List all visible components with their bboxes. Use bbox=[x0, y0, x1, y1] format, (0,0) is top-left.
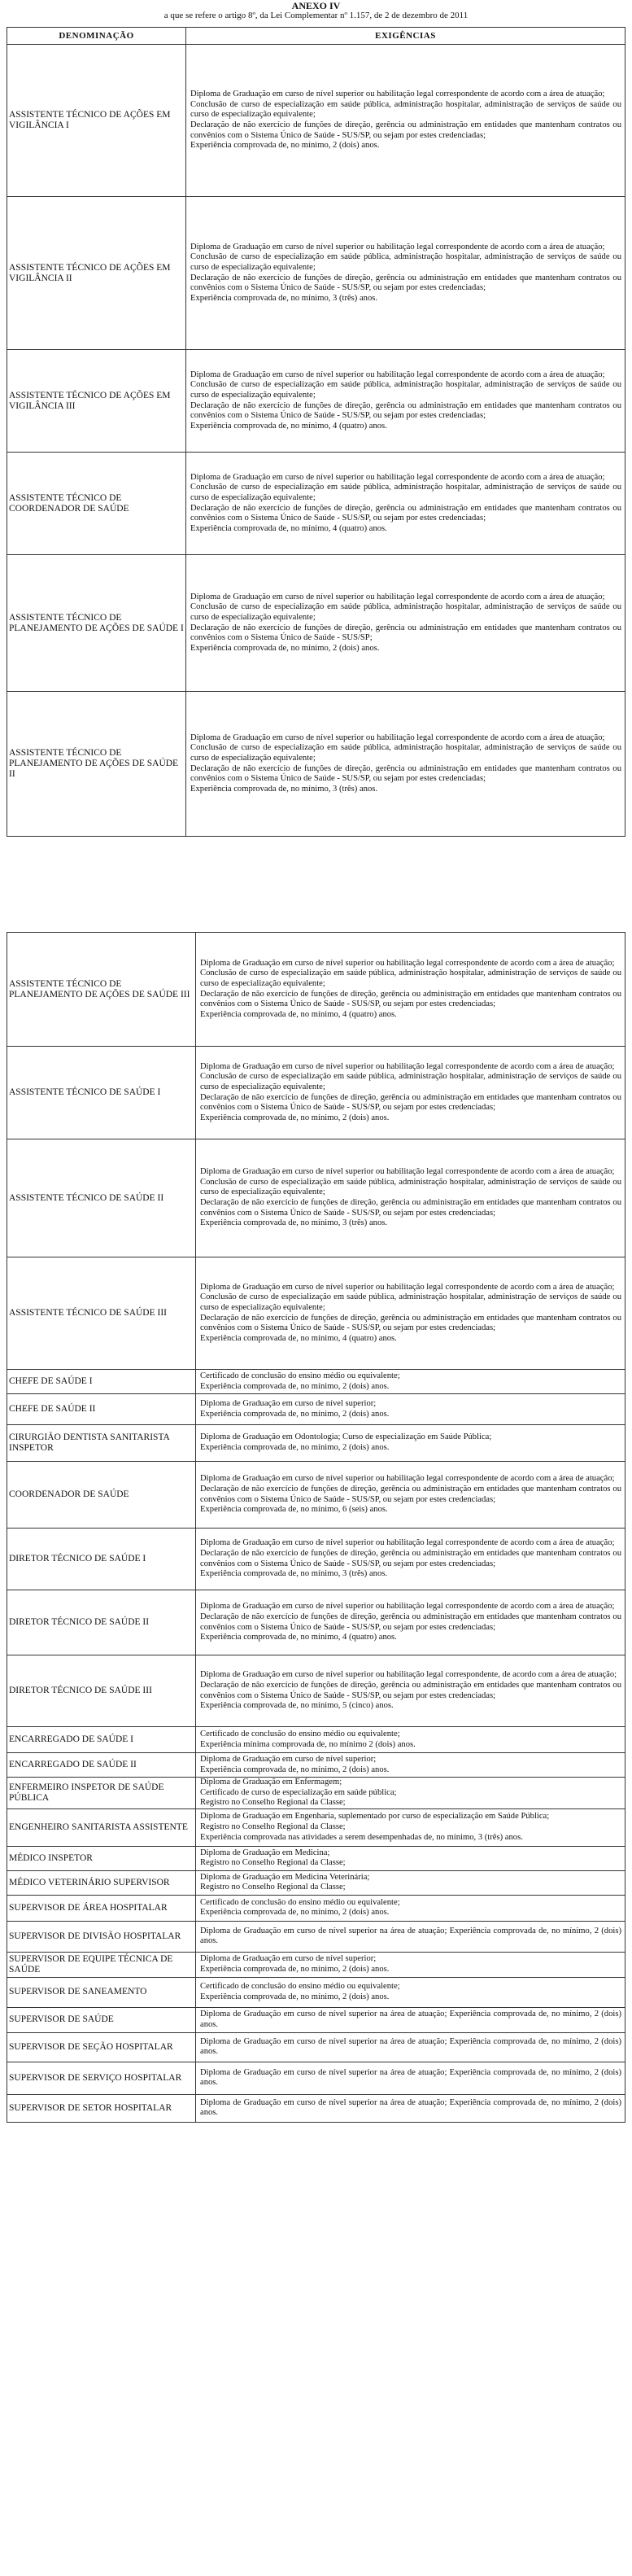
table-row bbox=[7, 555, 625, 692]
requirement-line: Experiência comprovada de, no mínimo, 2 (dois) anos. bbox=[190, 141, 380, 151]
position-requirements bbox=[196, 2062, 625, 2094]
position-name: ENCARREGADO DE SAÚDE II bbox=[7, 1753, 196, 1778]
table-row bbox=[7, 1753, 625, 1778]
position-name: SUPERVISOR DE EQUIPE TÉCNICA DE SAÚDE bbox=[7, 1952, 196, 1977]
table-row bbox=[7, 2032, 625, 2062]
table-row bbox=[7, 1394, 625, 1425]
requirement-line: Registro no Conselho Regional da Classe; bbox=[200, 1858, 346, 1868]
position-requirements bbox=[196, 2007, 625, 2032]
table-row bbox=[7, 1257, 625, 1370]
position-name: DIRETOR TÉCNICO DE SAÚDE II bbox=[7, 1590, 196, 1655]
requirement-line: Declaração de não exercício de funções de direção, gerência ou administração em entidades que mantenham contratos ou convênios com o Sistema Único de Saúde - SUS/SP, ou sejam por estes credenciadas; bbox=[200, 1198, 621, 1218]
position-requirements bbox=[196, 1921, 625, 1952]
requirement-line: Conclusão de curso de especialização em saúde pública, administração hospitalar, administração de serviços de saúde ou curso de especialização equivalente; bbox=[190, 483, 621, 502]
position-name: CIRURGIÃO DENTISTA SANITARISTA INSPETOR bbox=[7, 1425, 196, 1462]
requirement-line: Declaração de não exercício de funções de direção, gerência ou administração em entidades que mantenham contratos ou convênios com o Sistema Único de Saúde - SUS/SP, ou sejam por estes credenciadas; bbox=[200, 1680, 621, 1700]
position-requirements bbox=[196, 1047, 625, 1139]
requirement-line: Diploma de Graduação em curso de nível superior na área de atuação; Experiência comprovada de, no mínimo, 2 (dois) anos. bbox=[200, 2036, 621, 2057]
requirement-line: Conclusão de curso de especialização em saúde pública, administração hospitalar, administração de serviços de saúde ou curso de especialização equivalente; bbox=[190, 252, 621, 272]
position-name: ASSISTENTE TÉCNICO DE PLANEJAMENTO DE AÇÕES DE SAÚDE I bbox=[7, 555, 186, 692]
requirement-line: Registro no Conselho Regional da Classe; bbox=[200, 1883, 346, 1892]
table-row bbox=[7, 1462, 625, 1529]
table-row bbox=[7, 2094, 625, 2122]
table-row bbox=[7, 1370, 625, 1394]
table-row bbox=[7, 1655, 625, 1727]
table-row bbox=[7, 933, 625, 1047]
position-name: ASSISTENTE TÉCNICO DE AÇÕES EM VIGILÂNCIA III bbox=[7, 350, 186, 453]
position-requirements bbox=[196, 1655, 625, 1727]
requirements-table-page-1 bbox=[7, 27, 625, 837]
document-header bbox=[0, 0, 632, 21]
requirement-line: Experiência comprovada de, no mínimo, 2 (dois) anos. bbox=[200, 1765, 390, 1774]
requirement-line: Certificado de conclusão do ensino médio ou equivalente; bbox=[200, 1371, 400, 1380]
position-name: SUPERVISOR DE SEÇÃO HOSPITALAR bbox=[7, 2032, 196, 2062]
requirement-line: Declaração de não exercício de funções de direção, gerência ou administração em entidades que mantenham contratos ou convênios com o Sistema Único de Saúde - SUS/SP, ou sejam por estes credenciadas; bbox=[200, 989, 621, 1009]
position-requirements bbox=[196, 1425, 625, 1462]
requirement-line: Certificado de conclusão do ensino médio ou equivalente; bbox=[200, 1729, 400, 1738]
annex-subtitle: a que se refere o artigo 8º, da Lei Complementar nº 1.157, de 2 de dezembro de 2011 bbox=[163, 11, 469, 20]
position-requirements bbox=[196, 1394, 625, 1425]
position-requirements bbox=[186, 350, 625, 453]
position-requirements bbox=[196, 1808, 625, 1846]
requirement-line: Diploma de Graduação em curso de nível superior na área de atuação; Experiência comprovada de, no mínimo, 2 (dois) anos. bbox=[200, 2067, 621, 2088]
position-name: SUPERVISOR DE SERVIÇO HOSPITALAR bbox=[7, 2062, 196, 2094]
position-name: ENCARREGADO DE SAÚDE I bbox=[7, 1727, 196, 1753]
requirement-line: Diploma de Graduação em curso de nível superior; bbox=[200, 1954, 377, 1964]
requirement-line: Experiência comprovada de, no mínimo, 2 (dois) anos. bbox=[200, 1908, 390, 1918]
requirement-line: Diploma de Graduação em curso de nível superior ou habilitação legal correspondente de acordo com a área de atuação; bbox=[200, 1061, 615, 1071]
position-name: ENFERMEIRO INSPETOR DE SAÚDE PÚBLICA bbox=[7, 1778, 196, 1809]
position-name: SUPERVISOR DE DIVISÃO HOSPITALAR bbox=[7, 1921, 196, 1952]
requirement-line: Diploma de Graduação em Engenharia, suplementado por curso de especialização em Saúde Pública; bbox=[200, 1812, 550, 1822]
requirement-line: Declaração de não exercício de funções de direção, gerência ou administração em entidades que mantenham contratos ou convênios com o Sistema Único de Saúde - SUS/SP, ou sejam por estes credenciadas; bbox=[200, 1612, 621, 1632]
requirement-line: Diploma de Graduação em curso de nível superior ou habilitação legal correspondente de acordo com a área de atuação; bbox=[200, 1538, 615, 1548]
table-row bbox=[7, 453, 625, 555]
requirement-line: Declaração de não exercício de funções de direção, gerência ou administração em entidades que mantenham contratos ou convênios com o Sistema Único de Saúde - SUS/SP; bbox=[190, 623, 621, 643]
requirement-line: Conclusão de curso de especialização em saúde pública, administração hospitalar, administração de serviços de saúde ou curso de especialização equivalente; bbox=[190, 743, 621, 763]
position-name: CHEFE DE SAÚDE II bbox=[7, 1394, 196, 1425]
position-name: MÉDICO VETERINÁRIO SUPERVISOR bbox=[7, 1870, 196, 1895]
position-name: CHEFE DE SAÚDE I bbox=[7, 1370, 196, 1394]
table-row bbox=[7, 1870, 625, 1895]
requirement-line: Experiência comprovada de, no mínimo, 2 (dois) anos. bbox=[200, 1381, 390, 1391]
position-requirements bbox=[196, 1257, 625, 1370]
requirement-line: Certificado de conclusão do ensino médio ou equivalente; bbox=[200, 1897, 400, 1907]
requirement-line: Diploma de Graduação em Enfermagem; bbox=[200, 1778, 342, 1787]
position-requirements bbox=[196, 1977, 625, 2007]
requirement-line: Declaração de não exercício de funções de direção, gerência ou administração em entidades que mantenham contratos ou convênios com o Sistema Único de Saúde - SUS/SP, ou sejam por estes credenciadas; bbox=[200, 1484, 621, 1504]
table-row bbox=[7, 1047, 625, 1139]
requirement-line: Experiência comprovada de, no mínimo, 6 (seis) anos. bbox=[200, 1505, 388, 1515]
requirement-line: Experiência comprovada de, no mínimo, 4 (quatro) anos. bbox=[200, 1633, 397, 1642]
requirement-line: Declaração de não exercício de funções de direção, gerência ou administração em entidades que mantenham contratos ou convênios com o Sistema Único de Saúde - SUS/SP, ou sejam por estes credenciadas; bbox=[200, 1313, 621, 1333]
table-row bbox=[7, 1846, 625, 1870]
requirements-table-page-2 bbox=[7, 932, 625, 2123]
position-name: DIRETOR TÉCNICO DE SAÚDE I bbox=[7, 1529, 196, 1590]
position-requirements bbox=[186, 45, 625, 197]
requirement-line: Experiência comprovada de, no mínimo, 3 (três) anos. bbox=[200, 1218, 388, 1228]
position-requirements bbox=[186, 555, 625, 692]
column-header-requirements: EXIGÊNCIAS bbox=[186, 28, 625, 45]
requirement-line: Experiência comprovada de, no mínimo, 2 (dois) anos. bbox=[200, 1409, 390, 1419]
annex-title: ANEXO IV bbox=[291, 0, 341, 11]
requirement-line: Declaração de não exercício de funções de direção, gerência ou administração em entidades que mantenham contratos ou convênios com o Sistema Único de Saúde - SUS/SP, ou sejam por estes credenciadas; bbox=[200, 1092, 621, 1113]
requirement-line: Experiência comprovada de, no mínimo, 4 (quatro) anos. bbox=[200, 1009, 397, 1019]
requirement-line: Experiência comprovada de, no mínimo, 3 (três) anos. bbox=[200, 1569, 388, 1579]
requirement-line: Experiência mínima comprovada de, no mínimo 2 (dois) anos. bbox=[200, 1739, 416, 1749]
requirement-line: Diploma de Graduação em curso de nível superior ou habilitação legal correspondente de acordo com a área de atuação; bbox=[190, 370, 605, 379]
requirement-line: Diploma de Graduação em curso de nível superior na área de atuação; Experiência comprovada de, no mínimo, 2 (dois) anos. bbox=[200, 2097, 621, 2118]
position-name: MÉDICO INSPETOR bbox=[7, 1846, 196, 1870]
position-requirements bbox=[196, 1753, 625, 1778]
requirement-line: Diploma de Graduação em curso de nível superior; bbox=[200, 1398, 377, 1408]
table-row bbox=[7, 1952, 625, 1977]
position-requirements bbox=[186, 197, 625, 350]
requirement-line: Diploma de Graduação em curso de nível superior ou habilitação legal correspondente de acordo com a área de atuação; bbox=[190, 733, 605, 742]
position-requirements bbox=[196, 1895, 625, 1921]
requirement-line: Diploma de Graduação em curso de nível superior ou habilitação legal correspondente de acordo com a área de atuação; bbox=[200, 1167, 615, 1177]
requirement-line: Conclusão de curso de especialização em saúde pública, administração hospitalar, administração de serviços de saúde ou curso de especialização equivalente; bbox=[200, 1177, 621, 1197]
requirement-line: Registro no Conselho Regional da Classe; bbox=[200, 1822, 346, 1831]
position-requirements bbox=[196, 1870, 625, 1895]
table-row bbox=[7, 1895, 625, 1921]
requirement-line: Diploma de Graduação em curso de nível superior ou habilitação legal correspondente de acordo com a área de atuação; bbox=[200, 1474, 615, 1484]
requirement-line: Diploma de Graduação em curso de nível superior ou habilitação legal correspondente de acordo com a área de atuação; bbox=[200, 1282, 615, 1292]
requirement-line: Diploma de Graduação em curso de nível superior ou habilitação legal correspondente, de acordo com a área de atuação; bbox=[200, 1670, 617, 1680]
requirement-line: Declaração de não exercício de funções de direção, gerência ou administração em entidades que mantenham contratos ou convênios com o Sistema Único de Saúde - SUS/SP, ou sejam por estes credenciadas; bbox=[190, 273, 621, 293]
requirement-line: Declaração de não exercício de funções de direção, gerência ou administração em entidades que mantenham contratos ou convênios com o Sistema Único de Saúde - SUS/SP, ou sejam por estes credenciadas; bbox=[200, 1548, 621, 1568]
requirement-line: Experiência comprovada de, no mínimo, 3 (três) anos. bbox=[190, 293, 378, 303]
requirement-line: Declaração de não exercício de funções de direção, gerência ou administração em entidades que mantenham contratos ou convênios com o Sistema Único de Saúde - SUS/SP, ou sejam por estes credenciadas; bbox=[190, 400, 621, 421]
requirement-line: Diploma de Graduação em curso de nível superior; bbox=[200, 1754, 377, 1764]
table-row bbox=[7, 1425, 625, 1462]
requirement-line: Conclusão de curso de especialização em saúde pública, administração hospitalar, administração de serviços de saúde ou curso de especialização equivalente; bbox=[190, 99, 621, 120]
requirement-line: Diploma de Graduação em curso de nível superior ou habilitação legal correspondente de acordo com a área de atuação; bbox=[190, 90, 605, 99]
position-name: ASSISTENTE TÉCNICO DE SAÚDE III bbox=[7, 1257, 196, 1370]
position-requirements bbox=[186, 692, 625, 837]
requirement-line: Declaração de não exercício de funções de direção, gerência ou administração em entidades que mantenham contratos ou convênios com o Sistema Único de Saúde - SUS/SP, ou sejam por estes credenciadas; bbox=[190, 503, 621, 523]
position-requirements bbox=[196, 2094, 625, 2122]
requirement-line: Diploma de Graduação em Medicina Veterinária; bbox=[200, 1872, 370, 1882]
position-name: SUPERVISOR DE SETOR HOSPITALAR bbox=[7, 2094, 196, 2122]
requirement-line: Conclusão de curso de especialização em saúde pública, administração hospitalar, administração de serviços de saúde ou curso de especialização equivalente; bbox=[200, 1072, 621, 1091]
table-row bbox=[7, 1977, 625, 2007]
requirement-line: Experiência comprovada de, no mínimo, 3 (três) anos. bbox=[190, 784, 378, 794]
position-name: ASSISTENTE TÉCNICO DE PLANEJAMENTO DE AÇÕES DE SAÚDE III bbox=[7, 933, 196, 1047]
position-name: ASSISTENTE TÉCNICO DE SAÚDE I bbox=[7, 1047, 196, 1139]
table-row bbox=[7, 1921, 625, 1952]
table-row bbox=[7, 692, 625, 837]
position-requirements bbox=[196, 1462, 625, 1529]
requirement-line: Diploma de Graduação em curso de nível superior ou habilitação legal correspondente de acordo com a área de atuação; bbox=[190, 242, 605, 251]
requirement-line: Conclusão de curso de especialização em saúde pública, administração hospitalar, administração de serviços de saúde ou curso de especialização equivalente; bbox=[200, 969, 621, 988]
position-requirements bbox=[196, 1529, 625, 1590]
position-requirements bbox=[196, 2032, 625, 2062]
requirement-line: Declaração de não exercício de funções de direção, gerência ou administração em entidades que mantenham contratos ou convênios com o Sistema Único de Saúde - SUS/SP, ou sejam por estes credenciadas; bbox=[190, 763, 621, 784]
table-row bbox=[7, 2007, 625, 2032]
requirement-line: Diploma de Graduação em Odontologia; Curso de especialização em Saúde Pública; bbox=[200, 1432, 492, 1442]
requirement-line: Experiência comprovada de, no mínimo, 4 (quatro) anos. bbox=[190, 421, 387, 431]
position-requirements bbox=[196, 1727, 625, 1753]
table-row bbox=[7, 1778, 625, 1809]
requirement-line: Diploma de Graduação em curso de nível superior ou habilitação legal correspondente de acordo com a área de atuação; bbox=[190, 472, 605, 482]
requirement-line: Diploma de Graduação em curso de nível superior na área de atuação; Experiência comprovada de, no mínimo, 2 (dois) anos. bbox=[200, 1926, 621, 1946]
position-name: ASSISTENTE TÉCNICO DE AÇÕES EM VIGILÂNCIA II bbox=[7, 197, 186, 350]
requirement-line: Declaração de não exercício de funções de direção, gerência ou administração em entidades que mantenham contratos ou convênios com o Sistema Único de Saúde - SUS/SP, ou sejam por estes credenciadas; bbox=[190, 120, 621, 140]
position-name: ASSISTENTE TÉCNICO DE AÇÕES EM VIGILÂNCIA I bbox=[7, 45, 186, 197]
position-name: ENGENHEIRO SANITARISTA ASSISTENTE bbox=[7, 1808, 196, 1846]
table-row bbox=[7, 1590, 625, 1655]
requirement-line: Conclusão de curso de especialização em saúde pública, administração hospitalar, administração de serviços de saúde ou curso de especialização equivalente; bbox=[200, 1292, 621, 1312]
position-requirements bbox=[196, 1952, 625, 1977]
table-row bbox=[7, 350, 625, 453]
table-row bbox=[7, 197, 625, 350]
position-requirements bbox=[196, 1139, 625, 1257]
requirement-line: Experiência comprovada de, no mínimo, 2 (dois) anos. bbox=[190, 643, 380, 653]
requirement-line: Experiência comprovada de, no mínimo, 4 (quatro) anos. bbox=[190, 523, 387, 533]
requirement-line: Experiência comprovada de, no mínimo, 5 (cinco) anos. bbox=[200, 1701, 394, 1711]
position-name: ASSISTENTE TÉCNICO DE COORDENADOR DE SAÚDE bbox=[7, 453, 186, 555]
position-requirements bbox=[196, 1846, 625, 1870]
table-row bbox=[7, 1727, 625, 1753]
position-name: DIRETOR TÉCNICO DE SAÚDE III bbox=[7, 1655, 196, 1727]
requirement-line: Experiência comprovada de, no mínimo, 2 (dois) anos. bbox=[200, 1992, 390, 2001]
table-row bbox=[7, 1529, 625, 1590]
position-name: COORDENADOR DE SAÚDE bbox=[7, 1462, 196, 1529]
requirement-line: Diploma de Graduação em curso de nível superior ou habilitação legal correspondente de acordo com a área de atuação; bbox=[200, 1602, 615, 1612]
table-row bbox=[7, 1139, 625, 1257]
requirement-line: Experiência comprovada nas atividades a serem desempenhadas de, no mínimo, 3 (três) anos. bbox=[200, 1832, 523, 1842]
table-row bbox=[7, 2062, 625, 2094]
position-name: SUPERVISOR DE ÁREA HOSPITALAR bbox=[7, 1895, 196, 1921]
table-row bbox=[7, 45, 625, 197]
requirement-line: Conclusão de curso de especialização em saúde pública, administração hospitalar, administração de serviços de saúde ou curso de especialização equivalente; bbox=[190, 602, 621, 622]
position-name: ASSISTENTE TÉCNICO DE SAÚDE II bbox=[7, 1139, 196, 1257]
position-requirements bbox=[196, 1370, 625, 1394]
position-requirements bbox=[196, 1778, 625, 1809]
requirement-line: Diploma de Graduação em curso de nível superior ou habilitação legal correspondente de acordo com a área de atuação; bbox=[190, 592, 605, 601]
requirement-line: Diploma de Graduação em curso de nível superior ou habilitação legal correspondente de acordo com a área de atuação; bbox=[200, 958, 615, 968]
position-name: ASSISTENTE TÉCNICO DE PLANEJAMENTO DE AÇÕES DE SAÚDE II bbox=[7, 692, 186, 837]
requirement-line: Diploma de Graduação em curso de nível superior na área de atuação; Experiência comprovada de, no mínimo, 2 (dois) anos. bbox=[200, 2010, 621, 2029]
requirement-line: Certificado de conclusão do ensino médio ou equivalente; bbox=[200, 1982, 400, 1992]
position-requirements bbox=[196, 933, 625, 1047]
table-row bbox=[7, 1808, 625, 1846]
requirement-line: Conclusão de curso de especialização em saúde pública, administração hospitalar, administração de serviços de saúde ou curso de especialização equivalente; bbox=[190, 380, 621, 400]
position-name: SUPERVISOR DE SAÚDE bbox=[7, 2007, 196, 2032]
position-name: SUPERVISOR DE SANEAMENTO bbox=[7, 1977, 196, 2007]
requirement-line: Experiência comprovada de, no mínimo, 2 (dois) anos. bbox=[200, 1964, 390, 1974]
position-requirements bbox=[196, 1590, 625, 1655]
requirement-line: Registro no Conselho Regional da Classe; bbox=[200, 1798, 346, 1808]
requirement-line: Certificado de curso de especialização em saúde pública; bbox=[200, 1787, 397, 1797]
requirement-line: Experiência comprovada de, no mínimo, 2 (dois) anos. bbox=[200, 1113, 390, 1122]
table-header-row bbox=[7, 28, 625, 45]
requirement-line: Experiência comprovada de, no mínimo, 4 (quatro) anos. bbox=[200, 1333, 397, 1343]
requirement-line: Experiência comprovada de, no mínimo, 2 (dois) anos. bbox=[200, 1443, 390, 1452]
position-requirements bbox=[186, 453, 625, 555]
column-header-name: DENOMINAÇÃO bbox=[7, 28, 186, 45]
requirement-line: Diploma de Graduação em Medicina; bbox=[200, 1848, 330, 1857]
